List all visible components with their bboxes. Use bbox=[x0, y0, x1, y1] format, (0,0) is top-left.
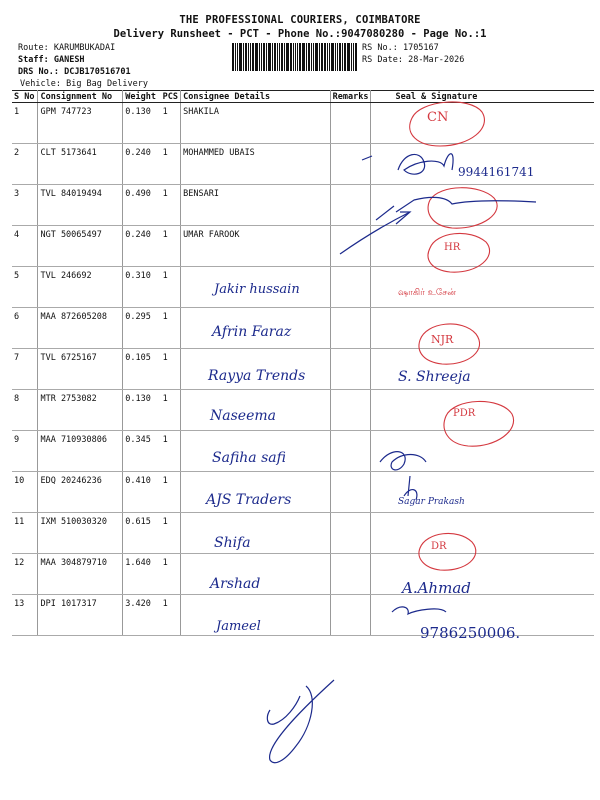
row-weight: 0.105 bbox=[123, 349, 161, 390]
rs-no-label: RS No.: bbox=[362, 43, 398, 53]
row-pcs: 1 bbox=[161, 431, 181, 472]
handwritten-phone: 9944161741 bbox=[458, 165, 535, 179]
col-pcs: PCS bbox=[161, 91, 181, 103]
table-row bbox=[12, 103, 594, 144]
barcode-bar bbox=[339, 43, 341, 71]
barcode-bar bbox=[313, 43, 314, 71]
row-pcs: 1 bbox=[161, 513, 181, 554]
barcode-bar bbox=[235, 43, 236, 71]
barcode-bar bbox=[263, 43, 265, 71]
row-pcs: 1 bbox=[161, 185, 181, 226]
barcode-bar bbox=[335, 43, 336, 71]
row-sno: 8 bbox=[12, 390, 38, 431]
row-weight: 0.240 bbox=[123, 226, 161, 267]
col-seal: Seal & Signature bbox=[371, 91, 594, 103]
row-remarks bbox=[330, 226, 371, 267]
handwritten-name: Naseema bbox=[210, 408, 276, 424]
table-row bbox=[12, 472, 594, 513]
row-pcs: 1 bbox=[161, 267, 181, 308]
row-consignment: MAA 304879710 bbox=[38, 554, 123, 595]
row-weight: 0.310 bbox=[123, 267, 161, 308]
col-sno: S No bbox=[12, 91, 38, 103]
row-sno: 6 bbox=[12, 308, 38, 349]
row-remarks bbox=[330, 554, 371, 595]
row-consignment: MAA 872605208 bbox=[38, 308, 123, 349]
barcode-bar bbox=[353, 43, 354, 71]
vehicle-value: Big Bag Delivery bbox=[66, 79, 148, 89]
row-seal bbox=[371, 226, 594, 267]
row-pcs: 1 bbox=[161, 390, 181, 431]
vehicle-label: Vehicle: bbox=[20, 79, 61, 89]
row-remarks bbox=[330, 390, 371, 431]
row-weight: 0.490 bbox=[123, 185, 161, 226]
barcode-bar bbox=[266, 43, 267, 71]
handwritten-name: Afrin Faraz bbox=[212, 324, 292, 340]
row-consignee: SHAKILA bbox=[181, 103, 330, 144]
row-remarks bbox=[330, 513, 371, 554]
row-consignment: GPM 747723 bbox=[38, 103, 123, 144]
row-remarks bbox=[330, 103, 371, 144]
route-label: Route: bbox=[18, 43, 49, 53]
vehicle-line bbox=[20, 79, 148, 89]
barcode-bar bbox=[239, 43, 242, 71]
row-consignee: BENSARI bbox=[181, 185, 330, 226]
row-remarks bbox=[330, 144, 371, 185]
row-consignment: TVL 6725167 bbox=[38, 349, 123, 390]
row-sno: 12 bbox=[12, 554, 38, 595]
barcode-bar bbox=[277, 43, 278, 71]
row-remarks bbox=[330, 308, 371, 349]
drs-value: DCJB170516701 bbox=[64, 67, 131, 77]
barcode-bar bbox=[274, 43, 276, 71]
barcode-bar bbox=[272, 43, 273, 71]
col-consignee: Consignee Details bbox=[181, 91, 330, 103]
handwritten-name: Safiha safi bbox=[212, 450, 286, 466]
row-sno: 4 bbox=[12, 226, 38, 267]
barcode-bar bbox=[295, 43, 296, 71]
handwritten-phone: 9786250006. bbox=[420, 624, 521, 642]
row-remarks bbox=[330, 267, 371, 308]
row-consignment: DPI 1017317 bbox=[38, 595, 123, 636]
row-weight: 0.130 bbox=[123, 103, 161, 144]
barcode-bar bbox=[315, 43, 318, 71]
row-pcs: 1 bbox=[161, 144, 181, 185]
barcode-bar bbox=[284, 43, 285, 71]
row-seal bbox=[371, 431, 594, 472]
handwritten-name: Shifa bbox=[214, 535, 251, 551]
row-consignee: MOHAMMED UBAIS bbox=[181, 144, 330, 185]
table-row bbox=[12, 431, 594, 472]
stamp-text: CN bbox=[427, 110, 449, 125]
row-pcs: 1 bbox=[161, 308, 181, 349]
row-seal bbox=[371, 308, 594, 349]
table-row bbox=[12, 390, 594, 431]
barcode-bar bbox=[344, 43, 346, 71]
row-weight: 1.640 bbox=[123, 554, 161, 595]
col-consignment: Consignment No bbox=[38, 91, 123, 103]
barcode-bar bbox=[342, 43, 343, 71]
drs-label: DRS No.: bbox=[18, 67, 59, 77]
row-consignment: MTR 2753082 bbox=[38, 390, 123, 431]
route-value: KARUMBUKADAI bbox=[53, 43, 116, 53]
row-weight: 0.345 bbox=[123, 431, 161, 472]
row-sno: 11 bbox=[12, 513, 38, 554]
row-sno: 9 bbox=[12, 431, 38, 472]
company-name: THE PROFESSIONAL COURIERS, COIMBATORE bbox=[179, 14, 421, 26]
row-consignment: TVL 84019494 bbox=[38, 185, 123, 226]
handwritten-name: Jakir hussain bbox=[214, 282, 300, 297]
stamp-text: DR bbox=[431, 541, 447, 552]
barcode-bar bbox=[311, 43, 312, 71]
row-pcs: 1 bbox=[161, 103, 181, 144]
barcode-bar bbox=[286, 43, 289, 71]
row-consignment: MAA 710930806 bbox=[38, 431, 123, 472]
row-seal bbox=[371, 185, 594, 226]
staff-line bbox=[18, 55, 85, 65]
barcode-bar bbox=[297, 43, 298, 71]
col-remarks: Remarks bbox=[330, 91, 371, 103]
barcode-bar bbox=[243, 43, 244, 71]
handwritten-signature: A.Ahmad bbox=[402, 579, 471, 597]
row-seal bbox=[371, 390, 594, 431]
barcode-bar bbox=[355, 43, 357, 71]
row-weight: 0.295 bbox=[123, 308, 161, 349]
table-row bbox=[12, 226, 594, 267]
row-weight: 0.410 bbox=[123, 472, 161, 513]
row-seal bbox=[371, 267, 594, 308]
row-sno: 13 bbox=[12, 595, 38, 636]
handwritten-name: AJS Traders bbox=[206, 492, 292, 508]
table-row bbox=[12, 308, 594, 349]
row-sno: 1 bbox=[12, 103, 38, 144]
barcode-bar bbox=[281, 43, 283, 71]
table-row bbox=[12, 185, 594, 226]
row-pcs: 1 bbox=[161, 226, 181, 267]
row-remarks bbox=[330, 472, 371, 513]
rs-date-label: RS Date: bbox=[362, 55, 403, 65]
staff-label: Staff: bbox=[18, 55, 49, 65]
table-header-row bbox=[12, 91, 594, 103]
row-consignment: EDQ 20246236 bbox=[38, 472, 123, 513]
barcode-bar bbox=[290, 43, 292, 71]
row-weight: 3.420 bbox=[123, 595, 161, 636]
table-row bbox=[12, 513, 594, 554]
row-sno: 10 bbox=[12, 472, 38, 513]
row-consignee: UMAR FAROOK bbox=[181, 226, 330, 267]
stamp-text: NJR bbox=[431, 333, 454, 346]
rs-date-value: 28-Mar-2026 bbox=[408, 55, 465, 65]
row-weight: 0.130 bbox=[123, 390, 161, 431]
table-row bbox=[12, 554, 594, 595]
big-signature bbox=[267, 680, 334, 763]
row-consignment: NGT 50065497 bbox=[38, 226, 123, 267]
barcode-bar bbox=[232, 43, 234, 71]
handwritten-signature: S. Shreeja bbox=[398, 369, 471, 385]
row-consignment: CLT 5173641 bbox=[38, 144, 123, 185]
barcode-bar bbox=[250, 43, 251, 71]
row-remarks bbox=[330, 595, 371, 636]
staff-value: GANESH bbox=[53, 55, 85, 65]
row-seal bbox=[371, 513, 594, 554]
handwritten-tamil-name: ஷாகிர் உசேன் bbox=[398, 288, 456, 298]
barcode-bar bbox=[306, 43, 307, 71]
barcode-bar bbox=[324, 43, 326, 71]
row-sno: 5 bbox=[12, 267, 38, 308]
row-remarks bbox=[330, 431, 371, 472]
stamp-text: PDR bbox=[453, 408, 476, 419]
barcode-bar bbox=[347, 43, 350, 71]
barcode-bar bbox=[327, 43, 328, 71]
row-sno: 3 bbox=[12, 185, 38, 226]
barcode-bar bbox=[252, 43, 254, 71]
barcode-bar bbox=[321, 43, 323, 71]
barcode-bar bbox=[299, 43, 301, 71]
handwritten-signature: Sagar Prakash bbox=[398, 497, 465, 507]
row-pcs: 1 bbox=[161, 595, 181, 636]
row-seal bbox=[371, 103, 594, 144]
row-pcs: 1 bbox=[161, 554, 181, 595]
drs-line bbox=[18, 67, 131, 77]
barcode-bar bbox=[319, 43, 320, 71]
rs-date-line bbox=[362, 55, 464, 65]
rs-no-line bbox=[362, 43, 439, 53]
barcode-bar bbox=[248, 43, 249, 71]
handwritten-name: Rayya Trends bbox=[208, 368, 306, 384]
barcode-bar bbox=[329, 43, 330, 71]
row-pcs: 1 bbox=[161, 349, 181, 390]
row-consignment: TVL 246692 bbox=[38, 267, 123, 308]
barcode-bar bbox=[259, 43, 260, 71]
barcode-bar bbox=[302, 43, 305, 71]
barcode bbox=[232, 43, 358, 71]
row-remarks bbox=[330, 185, 371, 226]
barcode-bar bbox=[293, 43, 294, 71]
runsheet-title: Delivery Runsheet - PCT - Phone No.:9047080280 - Page No.:1 bbox=[113, 28, 487, 40]
row-sno: 2 bbox=[12, 144, 38, 185]
row-consignee bbox=[181, 513, 330, 554]
barcode-bar bbox=[351, 43, 352, 71]
stamp-text: HR bbox=[444, 242, 461, 253]
handwritten-name: Arshad bbox=[210, 576, 261, 592]
barcode-bar bbox=[261, 43, 262, 71]
row-pcs: 1 bbox=[161, 472, 181, 513]
barcode-bar bbox=[308, 43, 310, 71]
barcode-bar bbox=[268, 43, 271, 71]
barcode-bar bbox=[237, 43, 238, 71]
barcode-bar bbox=[337, 43, 338, 71]
route-line bbox=[18, 43, 115, 53]
row-remarks bbox=[330, 349, 371, 390]
barcode-bar bbox=[279, 43, 280, 71]
handwritten-name: Jameel bbox=[216, 619, 261, 634]
barcode-bar bbox=[245, 43, 247, 71]
row-sno: 7 bbox=[12, 349, 38, 390]
row-consignment: IXM 510030320 bbox=[38, 513, 123, 554]
table-row bbox=[12, 267, 594, 308]
barcode-bar bbox=[255, 43, 258, 71]
row-weight: 0.240 bbox=[123, 144, 161, 185]
barcode-bar bbox=[331, 43, 334, 71]
row-weight: 0.615 bbox=[123, 513, 161, 554]
rs-no-value: 1705167 bbox=[402, 43, 439, 53]
col-weight: Weight bbox=[123, 91, 161, 103]
